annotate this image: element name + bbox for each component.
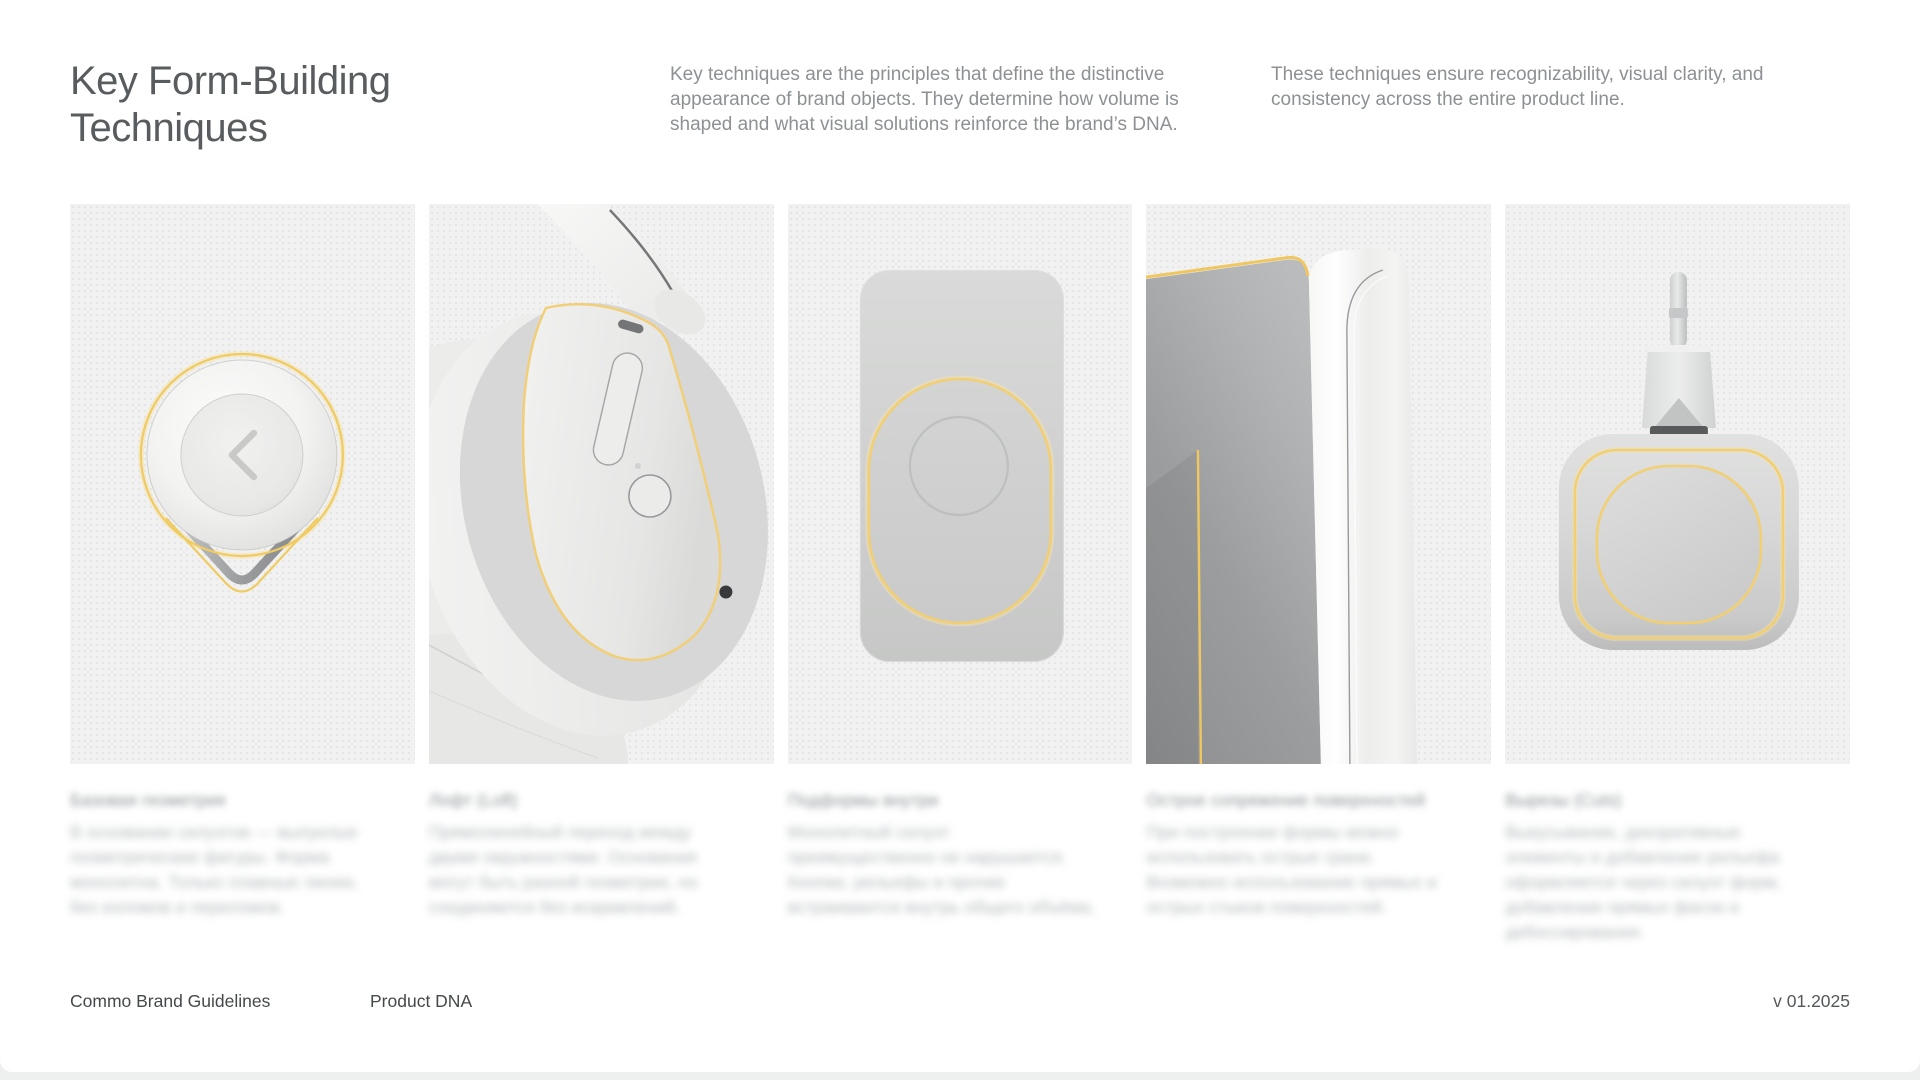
- caption-title: Лофт (Loft): [428, 790, 518, 811]
- caption-basic-geometry: [70, 790, 378, 920]
- caption-body: Монолитный силуэт преимущественно не нарушается. Кнопки, рельефы и прочие встраиваются внутрь общего объёма.: [787, 822, 1096, 918]
- powerbank-render: [788, 204, 1133, 764]
- metal-slab-image: [1146, 204, 1491, 764]
- caption-title: Базовая геометрия: [70, 790, 226, 811]
- intro-secondary: These techniques ensure recognizability, visual clarity, and consistency across the entire product line.: [1271, 64, 1764, 110]
- caption-title: Подформы внутри: [787, 790, 939, 811]
- caption-body: Выкусывание, декоративные элементы и добавление рельефа оформляется через силуэт форм, добавления прямых фасок и дебоссирования.: [1505, 822, 1781, 943]
- caption-body: При построении формы можно использовать острые грани. Возможно использование прямых и острых стыков поверхностей.: [1146, 822, 1437, 918]
- caption-cuts: [1505, 790, 1813, 945]
- caption-loft: [429, 790, 737, 920]
- charger-render: [1505, 204, 1850, 764]
- footer-brand: Commo Brand Guidelines: [70, 991, 271, 1012]
- caption-title: Вырезы (Cuts): [1505, 790, 1622, 811]
- tracker-tag-render: [70, 204, 415, 764]
- card-subforms: [788, 204, 1133, 945]
- caption-sharp-join: [1146, 790, 1454, 920]
- powerbank-image: [788, 204, 1133, 764]
- technique-cards: [0, 204, 1920, 945]
- caption-title: Острое сопряжение поверхностей: [1146, 790, 1426, 811]
- card-basic-geometry: [70, 204, 415, 945]
- footer-section: Product DNA: [370, 991, 473, 1012]
- caption-body: В основании силуэтов — выпуклые геометрические фигуры. Форма монолитна. Только плавные линии, без изломов и переломов.: [70, 822, 358, 918]
- header: [0, 0, 1920, 152]
- footer: [0, 991, 1920, 1012]
- caption-subforms: [788, 790, 1096, 920]
- card-loft: [429, 204, 774, 945]
- page-title: Key Form-Building Techniques: [70, 59, 391, 151]
- intro-primary: Key techniques are the principles that define the distinctive appearance of brand objects. They determine how volume is shaped and what visual solutions reinforce the brand’s DNA.: [670, 64, 1179, 135]
- card-sharp-join: [1146, 204, 1491, 945]
- footer-version: v 01.2025: [1773, 991, 1850, 1012]
- headphones-image: [429, 204, 774, 764]
- headphones-render: [429, 204, 774, 764]
- tracker-tag-image: [70, 204, 415, 764]
- charger-image: [1505, 204, 1850, 764]
- metal-slab-render: [1146, 204, 1491, 764]
- card-cuts: [1505, 204, 1850, 945]
- caption-body: Прямолинейный переход между двумя окружностями. Основания могут быть разной геометрии, но соединяются без искривлений.: [428, 822, 698, 918]
